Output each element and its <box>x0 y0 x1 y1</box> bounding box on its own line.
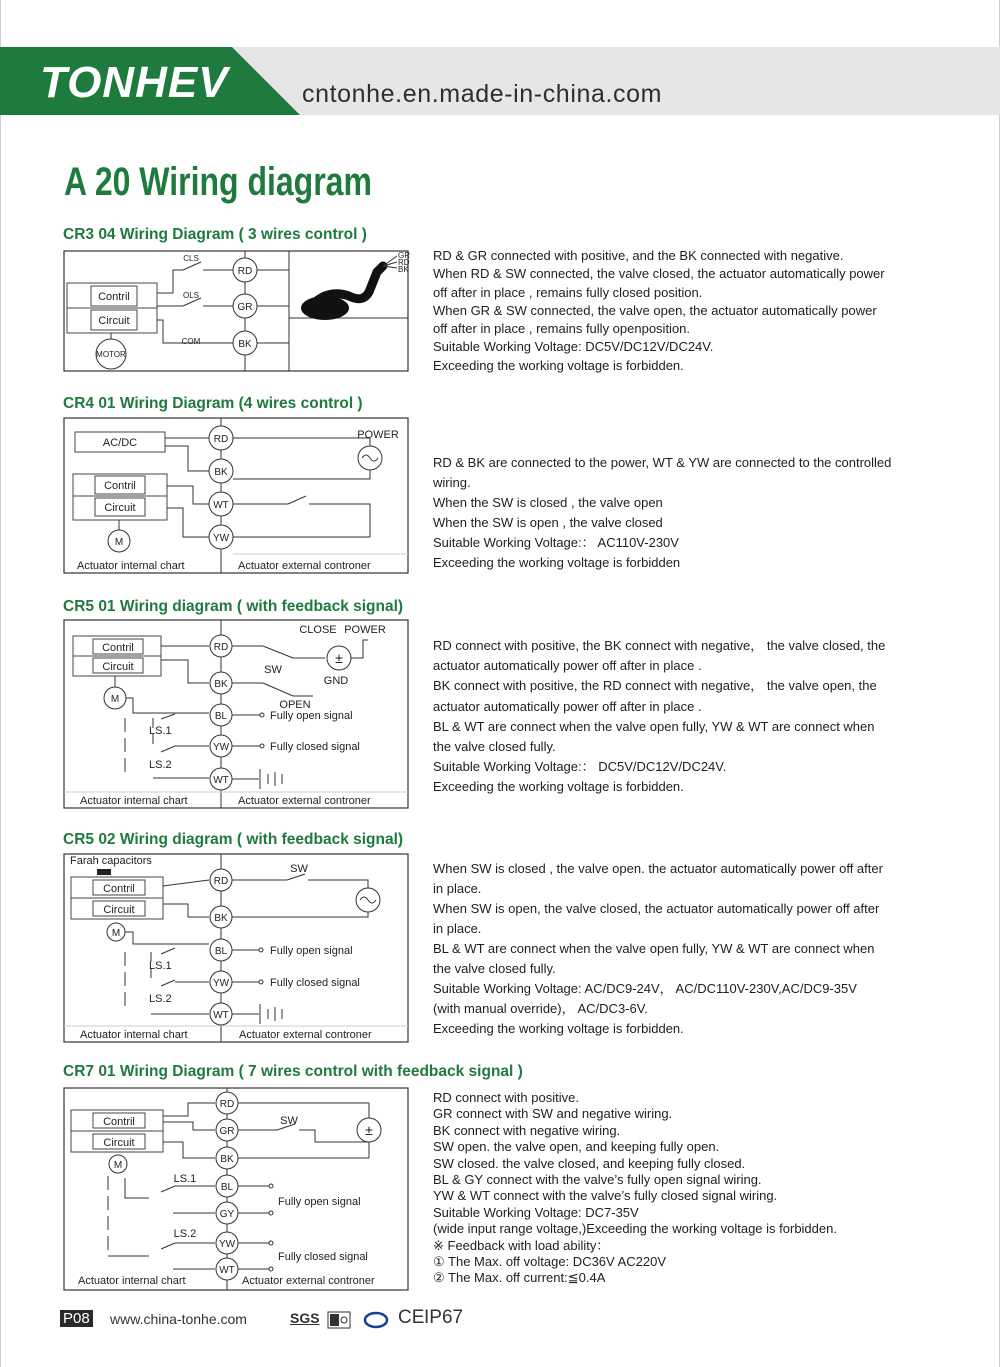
fully-open-signal-label: Fully open signal <box>278 1196 361 1208</box>
ls1-label: LS.1 <box>149 960 172 972</box>
section-description <box>433 636 943 798</box>
external-controner-label: Actuator external controner <box>242 1275 375 1287</box>
terminal-gy: GY <box>219 1209 235 1220</box>
desc-line: BL & GY connect with the valve’s fully open signal wiring. <box>433 1172 762 1188</box>
desc-line: Suitable Working Voltage:： DC5V/DC12V/DC24V. <box>433 759 727 775</box>
control-label: Contril <box>103 1116 135 1128</box>
desc-line: SW open. the valve open, and keeping fully open. <box>433 1139 720 1155</box>
terminal-wt: WT <box>219 1265 235 1276</box>
desc-line: BL & WT are connect when the valve open fully, YW & WT are connect when <box>433 941 875 956</box>
wiring-diagram-cr401 <box>63 416 413 576</box>
section-description <box>433 453 943 573</box>
desc-line: When GR & SW connected, the valve open, the actuator automatically power <box>433 302 877 318</box>
control-label: Contril <box>103 883 135 895</box>
ls2-label: LS.2 <box>173 1228 197 1240</box>
control-label: Contril <box>98 291 130 303</box>
circuit-label: Circuit <box>102 661 134 673</box>
desc-line: YW & WT connect with the valve’s fully closed signal wiring. <box>433 1188 778 1204</box>
desc-line: ① The Max. off voltage: DC36V AC220V <box>433 1254 667 1270</box>
page-title: A 20 Wiring diagram <box>64 160 372 204</box>
desc-line: Exceeding the working voltage is forbidden. <box>433 779 684 795</box>
wiring-diagram-cr304 <box>63 248 423 373</box>
plusminus-symbol: ± <box>365 1122 373 1138</box>
motor-label: M <box>113 1160 123 1171</box>
section-description <box>433 859 943 1039</box>
section-description <box>433 247 943 375</box>
desc-line: wiring. <box>433 475 471 490</box>
section-title: CR3 04 Wiring Diagram ( 3 wires control ) <box>63 226 367 243</box>
terminal-bl: BL <box>220 1182 234 1193</box>
desc-line: Suitable Working Voltage: DC5V/DC12V/DC24V. <box>433 339 714 355</box>
desc-line: RD & BK are connected to the power, WT & YW are connected to the controlled <box>433 455 892 470</box>
plusminus-symbol: ± <box>335 650 343 666</box>
desc-line: in place. <box>433 881 482 896</box>
desc-line: in place. <box>433 921 482 936</box>
section-title: CR7 01 Wiring Diagram ( 7 wires control with feedback signal ) <box>63 1063 523 1080</box>
desc-line: BK connect with positive, the RD connect with negative， the valve open, the <box>433 678 877 694</box>
wire-bk-label: BK <box>398 265 409 274</box>
motor-label: MOTOR <box>96 350 126 359</box>
com-label: COM <box>181 337 201 346</box>
desc-line: RD & GR connected with positive, and the BK connected with negative. <box>433 248 844 263</box>
terminal-bk: BK <box>214 467 228 478</box>
desc-line: off after in place , remains fully closed position. <box>433 284 703 300</box>
section-title: CR5 02 Wiring diagram ( with feedback signal) <box>63 831 404 848</box>
rohs-oval-icon <box>363 1311 389 1329</box>
desc-line: Exceeding the working voltage is forbidden. <box>433 357 684 373</box>
desc-line: the valve closed fully. <box>433 739 556 755</box>
terminal-wt: WT <box>213 500 229 511</box>
desc-line: When SW is open, the valve closed, the actuator automatically power off after <box>433 901 880 916</box>
power-label: POWER <box>357 429 399 441</box>
sgs-mark: SGS <box>290 1310 320 1326</box>
terminal-yw: YW <box>212 533 230 544</box>
terminal-bk: BK <box>220 1154 234 1165</box>
desc-line: BL & WT are connect when the valve open fully, YW & WT are connect when <box>433 718 875 734</box>
section-title: CR5 01 Wiring diagram ( with feedback signal) <box>63 598 404 615</box>
motor-label: M <box>111 928 121 939</box>
circuit-label: Circuit <box>103 1137 135 1149</box>
wiring-diagram-cr502 <box>63 852 413 1044</box>
ls2-label: LS.2 <box>149 759 172 771</box>
terminal-yw: YW <box>212 978 230 989</box>
page-number: P08 <box>60 1310 93 1327</box>
fully-closed-signal-label: Fully closed signal <box>270 977 360 989</box>
terminal-yw: YW <box>218 1239 236 1250</box>
cls-label: CLS <box>183 254 199 263</box>
wire-rd-label: RD <box>398 258 410 267</box>
desc-line: (wide input range voltage,)Exceeding the working voltage is forbidden. <box>433 1221 837 1237</box>
circuit-label: Circuit <box>104 502 136 514</box>
terminal-rd: RD <box>237 266 253 277</box>
ip-rating: IP67 <box>424 1307 464 1328</box>
close-label: CLOSE <box>299 624 337 636</box>
supply-label: AC/DC <box>102 437 138 449</box>
desc-line: RD connect with positive. <box>433 1090 579 1105</box>
desc-line: GR connect with SW and negative wiring. <box>433 1106 673 1122</box>
terminal-rd: RD <box>213 434 229 445</box>
terminal-gr: GR <box>219 1126 235 1137</box>
power-label: POWER <box>344 624 386 636</box>
desc-line: off after in place , remains fully openposition. <box>433 321 691 337</box>
footer-website: www.china-tonhe.com <box>110 1311 247 1327</box>
ls1-label: LS.1 <box>173 1173 197 1185</box>
external-controner-label: Actuator external controner <box>238 795 371 807</box>
wiring-diagram-cr501 <box>63 618 413 810</box>
external-controner-label: Actuator external controner <box>238 560 371 572</box>
desc-line: Suitable Working Voltage:： AC110V-230V <box>433 535 679 550</box>
terminal-bk: BK <box>214 913 228 924</box>
terminal-bl: BL <box>214 711 228 722</box>
terminal-wt: WT <box>213 1010 229 1021</box>
terminal-wt: WT <box>213 775 229 786</box>
terminal-bl: BL <box>214 946 228 957</box>
internal-chart-label: Actuator internal chart <box>77 560 185 572</box>
circuit-label: Circuit <box>98 315 130 327</box>
internal-chart-label: Actuator internal chart <box>80 1029 188 1041</box>
desc-line: When RD & SW connected, the valve closed, the actuator automatically power <box>433 266 885 282</box>
section-title: CR4 01 Wiring Diagram (4 wires control ) <box>63 395 363 412</box>
fully-open-signal-label: Fully open signal <box>270 945 353 957</box>
site-url: cntonhe.en.made-in-china.com <box>302 80 663 108</box>
internal-chart-label: Actuator internal chart <box>80 795 188 807</box>
desc-line: the valve closed fully. <box>433 961 556 976</box>
section-description <box>433 1090 943 1287</box>
ls1-label: LS.1 <box>149 725 172 737</box>
desc-line: ※ Feedback with load ability： <box>433 1237 610 1253</box>
wiring-diagram-cr701 <box>63 1086 413 1292</box>
gnd-label: GND <box>323 675 349 687</box>
control-label: Contril <box>102 642 134 654</box>
external-controner-label: Actuator external controner <box>239 1029 372 1041</box>
motor-label: M <box>114 537 124 548</box>
terminal-rd: RD <box>213 642 229 653</box>
desc-line: Suitable Working Voltage: DC7-35V <box>433 1204 639 1220</box>
motor-label: M <box>110 694 120 705</box>
desc-line: When SW is closed , the valve open. the actuator automatically power off after <box>433 861 883 876</box>
terminal-bk: BK <box>238 339 252 350</box>
ce-mark: CE <box>398 1307 425 1328</box>
circuit-label: Circuit <box>103 904 135 916</box>
terminal-bk: BK <box>214 679 228 690</box>
terminal-gr: GR <box>237 302 253 313</box>
farah-capacitors-label: Farah capacitors <box>70 855 152 867</box>
desc-line: actuator automatically power off after in place . <box>433 698 702 714</box>
terminal-rd: RD <box>213 876 229 887</box>
fully-closed-signal-label: Fully closed signal <box>278 1251 368 1263</box>
desc-line: When the SW is closed , the valve open <box>433 495 663 510</box>
wire-gr-label: GR <box>398 251 410 260</box>
desc-line: SW closed. the valve closed, and keeping fully closed. <box>433 1155 746 1171</box>
desc-line: ② The Max. off current:≦0.4A <box>433 1270 606 1286</box>
internal-chart-label: Actuator internal chart <box>78 1275 186 1287</box>
brand-logo: TONHEV <box>40 58 229 107</box>
terminal-rd: RD <box>219 1099 235 1110</box>
sw-label: SW <box>280 1115 298 1127</box>
control-label: Contril <box>104 480 136 492</box>
desc-line: RD connect with positive, the BK connect with negative， the valve closed, the <box>433 638 886 653</box>
page-border-left <box>0 0 1 1367</box>
desc-line: When the SW is open , the valve closed <box>433 515 663 530</box>
ols-label: OLS <box>182 291 200 300</box>
fully-closed-signal-label: Fully closed signal <box>270 741 360 753</box>
desc-line: actuator automatically power off after in place . <box>433 658 702 674</box>
fully-open-signal-label: Fully open signal <box>270 710 353 722</box>
desc-line: Exceeding the working voltage is forbidden. <box>433 1021 684 1036</box>
sw-label: SW <box>290 863 308 875</box>
desc-line: (with manual override)， AC/DC3-6V. <box>433 1001 648 1016</box>
sw-label: SW <box>264 664 282 676</box>
desc-line: BK connect with negative wiring. <box>433 1122 621 1138</box>
open-label: OPEN <box>279 699 311 711</box>
desc-line: Exceeding the working voltage is forbidden <box>433 555 681 570</box>
ls2-label: LS.2 <box>149 993 172 1005</box>
desc-line: Suitable Working Voltage: AC/DC9-24V， AC/DC110V-230V,AC/DC9-35V <box>433 981 857 996</box>
terminal-yw: YW <box>212 742 230 753</box>
certificate-icon <box>327 1311 351 1329</box>
